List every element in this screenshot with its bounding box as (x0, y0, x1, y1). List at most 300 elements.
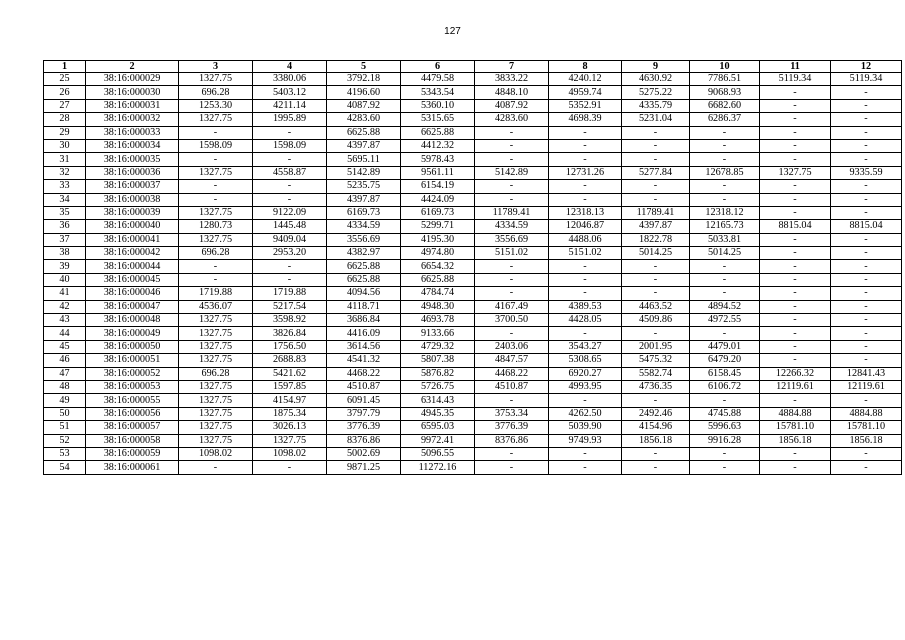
table-row (44, 340, 902, 353)
table-cell: - (760, 247, 831, 260)
table-cell: 4509.86 (622, 314, 690, 327)
table-cell: 4397.87 (327, 193, 401, 206)
table-cell: 4884.88 (760, 407, 831, 420)
column-header: 6 (401, 61, 475, 73)
table-cell: 1327.75 (179, 394, 253, 407)
table-cell: - (690, 153, 760, 166)
table-cell: 12841.43 (831, 367, 902, 380)
table-cell: 5352.91 (549, 99, 622, 112)
table-cell: 2403.06 (475, 340, 549, 353)
table-cell: - (622, 327, 690, 340)
table-cell: 5151.02 (549, 247, 622, 260)
table-cell: 6091.45 (327, 394, 401, 407)
data-table (43, 60, 902, 475)
table-cell: 3826.84 (253, 327, 327, 340)
table-cell: 43 (44, 314, 86, 327)
table-cell: 5002.69 (327, 447, 401, 460)
table-cell: 4848.10 (475, 86, 549, 99)
table-cell: - (831, 139, 902, 152)
table-row (44, 206, 902, 219)
table-cell: - (179, 461, 253, 474)
table-cell: 38:16:000040 (86, 220, 179, 233)
table-cell: 11789.41 (475, 206, 549, 219)
table-cell: 4993.95 (549, 380, 622, 393)
table-cell: 38:16:000057 (86, 421, 179, 434)
table-cell: 11789.41 (622, 206, 690, 219)
table-cell: 12678.85 (690, 166, 760, 179)
table-cell: 32 (44, 166, 86, 179)
table-cell: - (831, 461, 902, 474)
table-cell: 4154.96 (622, 421, 690, 434)
table-cell: - (253, 260, 327, 273)
table-cell: 6625.88 (401, 126, 475, 139)
table-cell: - (760, 260, 831, 273)
table-cell: 12119.61 (760, 380, 831, 393)
table-cell: 4479.01 (690, 340, 760, 353)
table-cell: - (549, 447, 622, 460)
table-row (44, 126, 902, 139)
table-cell: 3026.13 (253, 421, 327, 434)
table-row (44, 273, 902, 286)
table-cell: - (549, 260, 622, 273)
table-cell: 3598.92 (253, 314, 327, 327)
table-row (44, 434, 902, 447)
table-cell: 1856.18 (831, 434, 902, 447)
table-cell: - (622, 260, 690, 273)
table-row (44, 233, 902, 246)
table-row (44, 86, 902, 99)
table-cell: 4479.58 (401, 73, 475, 86)
table-cell: - (253, 153, 327, 166)
table-cell: 35 (44, 206, 86, 219)
table-cell: 5807.38 (401, 354, 475, 367)
table-cell: - (253, 193, 327, 206)
table-cell: 1327.75 (179, 73, 253, 86)
table-cell: - (760, 273, 831, 286)
table-cell: 25 (44, 73, 86, 86)
table-cell: 6479.20 (690, 354, 760, 367)
table-cell: 4412.32 (401, 139, 475, 152)
table-cell: - (831, 340, 902, 353)
table-cell: - (690, 461, 760, 474)
table-cell: 37 (44, 233, 86, 246)
table-cell: - (475, 327, 549, 340)
table-cell: - (760, 340, 831, 353)
table-cell: 38:16:000047 (86, 300, 179, 313)
table-cell: - (831, 273, 902, 286)
table-cell: 4463.52 (622, 300, 690, 313)
table-cell: 38:16:000052 (86, 367, 179, 380)
table-cell: 5299.71 (401, 220, 475, 233)
table-cell: - (622, 193, 690, 206)
table-cell: 1327.75 (179, 434, 253, 447)
table-cell: 6625.88 (327, 273, 401, 286)
table-cell: 26 (44, 86, 86, 99)
table-row (44, 354, 902, 367)
table-cell: 9871.25 (327, 461, 401, 474)
table-cell: - (475, 260, 549, 273)
table-cell: 8376.86 (475, 434, 549, 447)
table-cell: 5315.65 (401, 113, 475, 126)
table-cell: - (690, 447, 760, 460)
table-cell: 6595.03 (401, 421, 475, 434)
table-cell: - (549, 153, 622, 166)
table-cell: 4945.35 (401, 407, 475, 420)
table-cell: 39 (44, 260, 86, 273)
table-cell: 696.28 (179, 247, 253, 260)
table-cell: 1098.02 (179, 447, 253, 460)
table-cell: 3833.22 (475, 73, 549, 86)
table-cell: - (622, 180, 690, 193)
table-cell: - (622, 126, 690, 139)
table-cell: 11272.16 (401, 461, 475, 474)
table-cell: 2688.83 (253, 354, 327, 367)
table-cell: - (831, 247, 902, 260)
table-cell: 4536.07 (179, 300, 253, 313)
table-cell: - (690, 193, 760, 206)
column-header: 12 (831, 61, 902, 73)
table-cell: 4154.97 (253, 394, 327, 407)
table-cell: 4468.22 (327, 367, 401, 380)
table-body (44, 73, 902, 475)
table-cell: - (549, 180, 622, 193)
table-cell: - (760, 113, 831, 126)
table-cell: 1856.18 (622, 434, 690, 447)
table-cell: 5726.75 (401, 380, 475, 393)
table-cell: 5308.65 (549, 354, 622, 367)
table-cell: - (253, 180, 327, 193)
table-cell: 2492.46 (622, 407, 690, 420)
table-cell: 38:16:000032 (86, 113, 179, 126)
table-row (44, 113, 902, 126)
table-cell: 1327.75 (179, 354, 253, 367)
table-cell: 38:16:000059 (86, 447, 179, 460)
table-cell: 5978.43 (401, 153, 475, 166)
table-cell: - (622, 153, 690, 166)
table-cell: - (831, 327, 902, 340)
table-row (44, 153, 902, 166)
table-cell: 5151.02 (475, 247, 549, 260)
table-cell: - (760, 447, 831, 460)
table-cell: 4510.87 (327, 380, 401, 393)
table-cell: 6286.37 (690, 113, 760, 126)
table-cell: 38:16:000061 (86, 461, 179, 474)
table-cell: - (760, 126, 831, 139)
table-cell: - (760, 354, 831, 367)
table-cell: 1598.09 (253, 139, 327, 152)
table-cell: 9122.09 (253, 206, 327, 219)
column-header: 1 (44, 61, 86, 73)
table-cell: 38:16:000056 (86, 407, 179, 420)
table-cell: 6682.60 (690, 99, 760, 112)
table-cell: 27 (44, 99, 86, 112)
table-cell: 5119.34 (831, 73, 902, 86)
table-cell: 38:16:000036 (86, 166, 179, 179)
table-cell: - (179, 260, 253, 273)
table-cell: 50 (44, 407, 86, 420)
table-cell: 5277.84 (622, 166, 690, 179)
table-cell: 2953.20 (253, 247, 327, 260)
table-cell: - (760, 180, 831, 193)
table-cell: 1822.78 (622, 233, 690, 246)
table-cell: - (253, 273, 327, 286)
table-cell: - (690, 327, 760, 340)
table-cell: 5119.34 (760, 73, 831, 86)
column-header: 3 (179, 61, 253, 73)
table-cell: 4262.50 (549, 407, 622, 420)
table-cell: 6169.73 (401, 206, 475, 219)
table-row (44, 166, 902, 179)
table-cell: - (831, 260, 902, 273)
table-cell: 4397.87 (622, 220, 690, 233)
table-cell: - (760, 287, 831, 300)
table-cell: 38:16:000034 (86, 139, 179, 152)
table-cell: 1598.09 (179, 139, 253, 152)
table-cell: 3556.69 (327, 233, 401, 246)
table-row (44, 327, 902, 340)
table-cell: 5014.25 (690, 247, 760, 260)
table-cell: - (831, 113, 902, 126)
table-cell: 12266.32 (760, 367, 831, 380)
table-row (44, 367, 902, 380)
table-cell: 3792.18 (327, 73, 401, 86)
table-cell: 4784.74 (401, 287, 475, 300)
table-cell: 38:16:000031 (86, 99, 179, 112)
table-cell: 9972.41 (401, 434, 475, 447)
table-row (44, 407, 902, 420)
table-cell: 5096.55 (401, 447, 475, 460)
table-cell: 9335.59 (831, 166, 902, 179)
table-cell: 38:16:000045 (86, 273, 179, 286)
table-cell: 4195.30 (401, 233, 475, 246)
table-cell: 5343.54 (401, 86, 475, 99)
table-cell: - (831, 233, 902, 246)
table-cell: - (690, 139, 760, 152)
table-cell: - (549, 193, 622, 206)
table-cell: - (179, 126, 253, 139)
table-cell: - (690, 180, 760, 193)
table-cell: 12046.87 (549, 220, 622, 233)
table-cell: 4389.53 (549, 300, 622, 313)
table-cell: 4488.06 (549, 233, 622, 246)
table-cell: - (760, 327, 831, 340)
table-cell: - (549, 287, 622, 300)
column-header: 10 (690, 61, 760, 73)
table-cell: 5475.32 (622, 354, 690, 367)
table-cell: 4283.60 (327, 113, 401, 126)
table-cell: 38 (44, 247, 86, 260)
table-cell: 6158.45 (690, 367, 760, 380)
table-cell: 3700.50 (475, 314, 549, 327)
table-cell: 5360.10 (401, 99, 475, 112)
table-row (44, 461, 902, 474)
table-cell: 3686.84 (327, 314, 401, 327)
table-cell: 38:16:000033 (86, 126, 179, 139)
table-cell: 38:16:000058 (86, 434, 179, 447)
table-cell: 12165.73 (690, 220, 760, 233)
table-row (44, 260, 902, 273)
table-cell: 30 (44, 139, 86, 152)
table-cell: 31 (44, 153, 86, 166)
table-cell: 36 (44, 220, 86, 233)
table-cell: - (831, 153, 902, 166)
table-cell: - (760, 99, 831, 112)
table-cell: 38:16:000044 (86, 260, 179, 273)
table-cell: 4630.92 (622, 73, 690, 86)
table-cell: - (475, 139, 549, 152)
table-cell: 4196.60 (327, 86, 401, 99)
table-cell: 2001.95 (622, 340, 690, 353)
table-cell: 6625.88 (327, 126, 401, 139)
table-cell: 5582.74 (622, 367, 690, 380)
table-cell: 38:16:000039 (86, 206, 179, 219)
table-cell: 1327.75 (253, 434, 327, 447)
table-cell: - (475, 287, 549, 300)
table-cell: 15781.10 (760, 421, 831, 434)
table-cell: 1995.89 (253, 113, 327, 126)
table-cell: 38:16:000030 (86, 86, 179, 99)
table-cell: 38:16:000053 (86, 380, 179, 393)
table-cell: 6920.27 (549, 367, 622, 380)
table-cell: - (475, 273, 549, 286)
table-cell: 28 (44, 113, 86, 126)
table-cell: 1327.75 (179, 421, 253, 434)
table-cell: 33 (44, 180, 86, 193)
table-cell: 6169.73 (327, 206, 401, 219)
table-cell: 5142.89 (327, 166, 401, 179)
table-cell: - (475, 394, 549, 407)
table-cell: 9409.04 (253, 233, 327, 246)
table-header-row (44, 61, 902, 73)
table-cell: 41 (44, 287, 86, 300)
table-cell: 38:16:000041 (86, 233, 179, 246)
table-cell: 54 (44, 461, 86, 474)
table-cell: - (831, 193, 902, 206)
table-row (44, 380, 902, 393)
table-cell: - (253, 461, 327, 474)
table-cell: 4959.74 (549, 86, 622, 99)
table-cell: 38:16:000050 (86, 340, 179, 353)
table-cell: - (475, 447, 549, 460)
table-cell: 3543.27 (549, 340, 622, 353)
table-cell: 4382.97 (327, 247, 401, 260)
table-cell: 5142.89 (475, 166, 549, 179)
table-cell: 12318.12 (690, 206, 760, 219)
table-cell: 4424.09 (401, 193, 475, 206)
table-cell: - (690, 273, 760, 286)
table-row (44, 180, 902, 193)
table-cell: 4240.12 (549, 73, 622, 86)
table-cell: 42 (44, 300, 86, 313)
table-cell: 4335.79 (622, 99, 690, 112)
table-cell: 38:16:000042 (86, 247, 179, 260)
table-cell: 5876.82 (401, 367, 475, 380)
table-cell: - (831, 180, 902, 193)
table-cell: 4334.59 (327, 220, 401, 233)
table-cell: 1856.18 (760, 434, 831, 447)
table-cell: - (690, 260, 760, 273)
table-cell: - (549, 126, 622, 139)
table-cell: 5403.12 (253, 86, 327, 99)
table-cell: 38:16:000049 (86, 327, 179, 340)
table-row (44, 99, 902, 112)
table-cell: - (622, 461, 690, 474)
table-cell: 34 (44, 193, 86, 206)
table-cell: - (179, 180, 253, 193)
table-cell: 47 (44, 367, 86, 380)
table-cell: 4468.22 (475, 367, 549, 380)
table-cell: 4693.78 (401, 314, 475, 327)
table-cell: 4698.39 (549, 113, 622, 126)
table-cell: 5275.22 (622, 86, 690, 99)
table-row (44, 247, 902, 260)
table-cell: 5014.25 (622, 247, 690, 260)
table-cell: - (179, 193, 253, 206)
table-cell: 4283.60 (475, 113, 549, 126)
table-cell: - (622, 287, 690, 300)
table-cell: - (549, 461, 622, 474)
table-cell: - (475, 126, 549, 139)
table-row (44, 220, 902, 233)
table-cell: 8815.04 (831, 220, 902, 233)
table-cell: 3614.56 (327, 340, 401, 353)
table-cell: - (475, 193, 549, 206)
table-cell: 48 (44, 380, 86, 393)
table-row (44, 287, 902, 300)
table-cell: 4884.88 (831, 407, 902, 420)
table-cell: - (622, 139, 690, 152)
table-cell: 4087.92 (475, 99, 549, 112)
table-cell: - (831, 126, 902, 139)
table-cell: 1327.75 (179, 314, 253, 327)
table-cell: 15781.10 (831, 421, 902, 434)
table-row (44, 394, 902, 407)
table-cell: - (831, 206, 902, 219)
table-cell: 5235.75 (327, 180, 401, 193)
table-cell: 6625.88 (327, 260, 401, 273)
table-cell: 5217.54 (253, 300, 327, 313)
table-cell: 1597.85 (253, 380, 327, 393)
table-cell: 38:16:000029 (86, 73, 179, 86)
table-cell: 4736.35 (622, 380, 690, 393)
table-cell: - (549, 139, 622, 152)
table-cell: - (831, 354, 902, 367)
table-cell: 1327.75 (179, 113, 253, 126)
table-cell: 4847.57 (475, 354, 549, 367)
table-cell: - (622, 394, 690, 407)
table-cell: 4745.88 (690, 407, 760, 420)
table-cell: 3797.79 (327, 407, 401, 420)
table-cell: 9068.93 (690, 86, 760, 99)
column-header: 9 (622, 61, 690, 73)
table-cell: 12731.26 (549, 166, 622, 179)
table-cell: 1327.75 (179, 407, 253, 420)
table-cell: 7786.51 (690, 73, 760, 86)
table-cell: - (831, 447, 902, 460)
table-cell: 4948.30 (401, 300, 475, 313)
table-cell: - (831, 287, 902, 300)
table-cell: 8815.04 (760, 220, 831, 233)
table-cell: 4211.14 (253, 99, 327, 112)
table-cell: - (690, 394, 760, 407)
table-cell: - (549, 327, 622, 340)
table-cell: 1327.75 (760, 166, 831, 179)
column-header: 4 (253, 61, 327, 73)
table-cell: 4974.80 (401, 247, 475, 260)
table-cell: - (622, 273, 690, 286)
table-cell: - (760, 139, 831, 152)
table-cell: - (760, 206, 831, 219)
